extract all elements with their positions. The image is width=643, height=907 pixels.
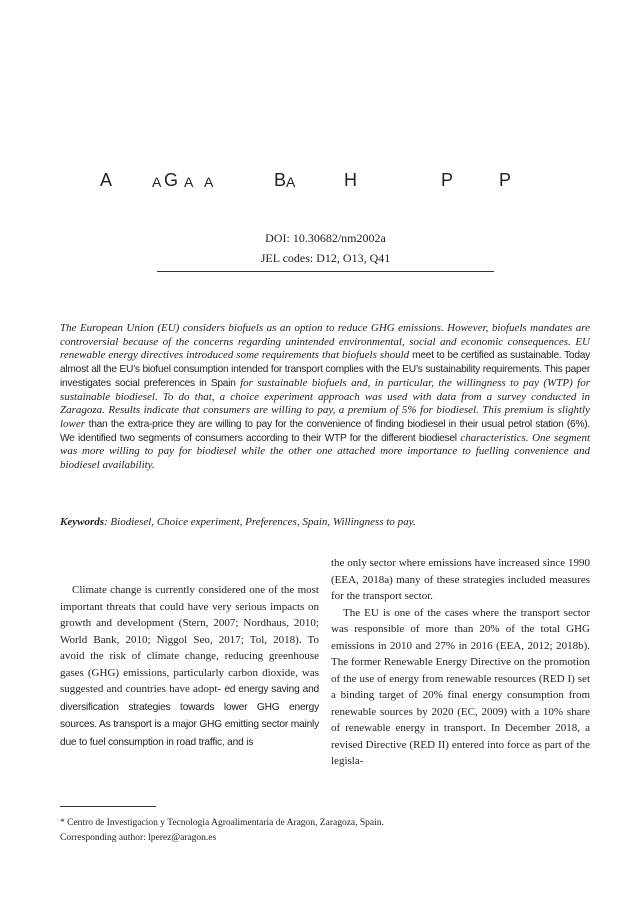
body-text: Climate change is currently considered one of the most important threats that could have very serious impacts on growth and development (Stern, 2007; Nordhaus, 2010; World Bank, 2010; Niggol Seo, 2017; Tol, 2018). To avoid the risk of climate change, reducing greenhouse gases (GHG) emissions, particularly carbon dioxide, was suggested and countries have adopt- [60, 584, 319, 695]
header-divider [157, 271, 494, 272]
author-initial: A [286, 174, 296, 190]
author-initial: A [152, 174, 162, 190]
abstract-sentence: than the extra-price they are willing to pay for the convenience of finding biodiesel in their usual petrol station (6%). We identified two segments of consumers according to their WTP for the different biodiesel [60, 418, 591, 444]
body-column-right [331, 555, 590, 770]
abstract [60, 322, 590, 473]
body-text: I) set a binding target of 20% final energy consumption from renewable sources by 2020 (EC, 2009) with a 10% share of renewable energy in transport. In December 2018, a revised Directive (RED II) entered into force as part of the legisla- [331, 672, 590, 767]
author-initial: G [164, 170, 179, 190]
footnote-affiliation: * Centro de Investigacion y Tecnologia Agroalimentaria de Aragon, Zaragoza, Spain. [60, 818, 384, 828]
footnote-corresponding-author: Corresponding author: lperez@aragon.es [60, 833, 217, 843]
abstract-sentence: meet to be certified as sustainable. Today almost all the EU’s biofuel consumption intended for transport complies with the EU’s sustainability requirements. This paper investigates social preferences in Spain [60, 350, 591, 389]
doi: DOI: 10.30682/nm2002a [265, 231, 386, 245]
body-text: The EU is one of the cases where the transport sector was responsible of more than 20% of the total GHG emissions in 2010 and 27% in 2016 (EEA, 2012; 2018b). The former Renewable Energy Directive on the promotion of the use of energy from renewable resources (RED [331, 606, 590, 685]
body-text: ed energy saving and diversification strategies towards lower GHG energy sources. As transport is a major GHG emitting sector mainly due to fuel consumption in road traffic, and is [60, 684, 319, 748]
author-initial: A [100, 170, 113, 190]
abstract-sentence: The European Union (EU) considers biofuels as an option to reduce GHG emissions. However, biofuels mandates are controversial because of the concerns regarding unintended environmental, social and economic consequences. EU renewable energy directives introduced some requirements that biofuels should [60, 322, 590, 362]
body-column-left [60, 582, 319, 751]
keywords [60, 516, 590, 528]
jel-codes: JEL codes: D12, O13, Q41 [260, 251, 391, 265]
keywords-list: : Biodiesel, Choice experiment, Preferences, Spain, Willingness to pay. [104, 516, 416, 528]
author-initial: P [441, 170, 454, 190]
body-paragraph [60, 582, 319, 751]
keywords-label: Keywords [60, 516, 104, 528]
abstract-sentence: characteristics. One segment was more willing to pay for biodiesel while the other one attached more importance to fuelling convenience and biodiesel availability. [60, 431, 591, 472]
body-paragraph [331, 605, 590, 770]
author-initial: A [204, 174, 214, 190]
abstract-sentence: for sustainable biofuels and, in particular, the willingness to pay (WTP) for sustainable biodiesel. To do that, a choice experiment approach was used with data from a survey conducted in Zaragoza. Results indicate that consumers are willing to pay, a premium of 5% for biodiesel. This premium is slightly lower [60, 376, 591, 430]
author-initial: B [274, 170, 287, 190]
author-initial: H [344, 170, 357, 190]
author-initial: A [184, 174, 194, 190]
authors-line [100, 170, 530, 194]
footnote-divider [60, 806, 156, 807]
body-paragraph: the only sector where emissions have increased since 1990 (EEA, 2018a) many of these strategies included measures for the transport sector. [331, 557, 590, 602]
author-initial: P [499, 170, 512, 190]
